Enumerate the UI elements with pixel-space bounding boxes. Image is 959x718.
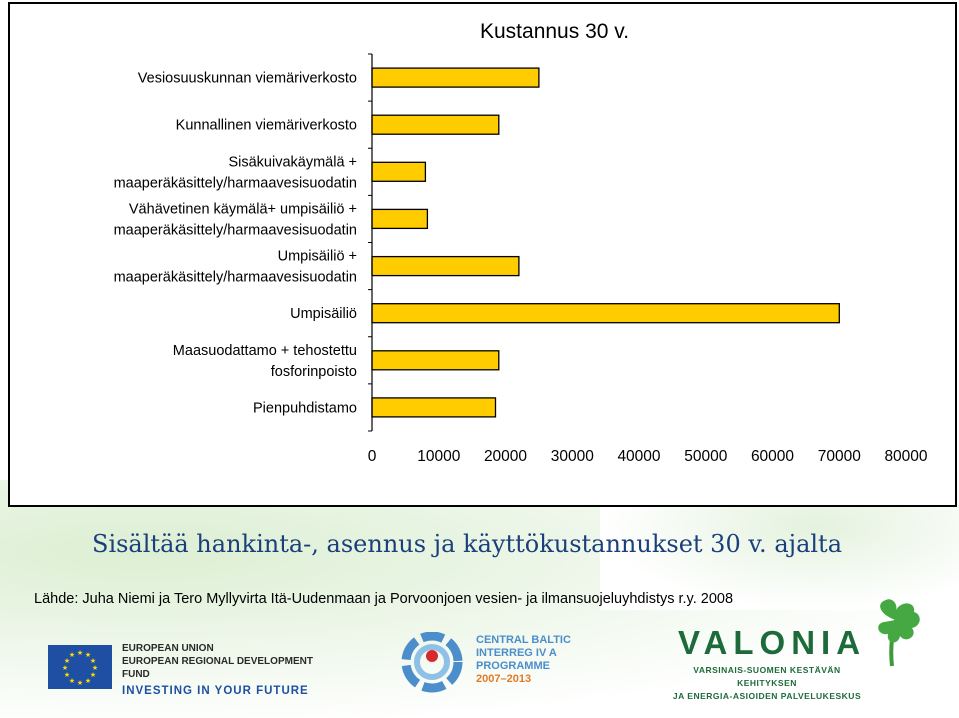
cb-line4: 2007–2013 [476, 673, 532, 685]
svg-text:★: ★ [76, 679, 84, 687]
central-baltic-emblem-icon [398, 632, 470, 700]
x-tick-labels [368, 448, 928, 465]
category-label: Sisäkuivakäymälä + maaperäkäsittely/harmaavesisuodatin [113, 154, 357, 192]
eu-line2: EUROPEAN REGIONAL DEVELOPMENT FUND [122, 656, 313, 680]
bar-7 [372, 351, 499, 370]
category-label: Vesiosuuskunnan viemäriverkosto [137, 70, 357, 87]
svg-text:★: ★ [89, 671, 97, 679]
central-baltic-logo [398, 632, 578, 700]
svg-text:★: ★ [63, 657, 71, 665]
svg-text:★: ★ [89, 657, 97, 665]
axes [368, 54, 372, 431]
svg-text:★: ★ [61, 664, 69, 672]
category-label: Kunnallinen viemäriverkosto [175, 117, 357, 134]
x-tick-label: 10000 [417, 448, 461, 465]
bar-4 [372, 209, 427, 228]
svg-text:★: ★ [76, 649, 84, 657]
chart-title: Kustannus 30 v. [480, 20, 630, 43]
bar-8 [372, 398, 496, 417]
leaf-icon [862, 598, 924, 668]
x-tick-label: 70000 [817, 448, 861, 465]
valonia-sub1: VARSINAIS-SUOMEN KESTÄVÄN KEHITYKSEN [693, 665, 841, 688]
bar-6 [372, 304, 839, 323]
svg-text:★: ★ [68, 677, 76, 685]
svg-text:★: ★ [68, 651, 76, 659]
cost-note: Sisältää hankinta-, asennus ja käyttökustannukset 30 v. ajalta [92, 530, 842, 558]
eu-logo-text [122, 642, 320, 698]
source-citation: Lähde: Juha Niemi ja Tero Myllyvirta Itä-Uudenmaan ja Porvoonjoen vesien- ja ilmansuojeluyhdistys r.y. 2008 [34, 591, 734, 607]
svg-text:★: ★ [84, 651, 92, 659]
x-tick-label: 40000 [617, 448, 661, 465]
bar-3 [372, 162, 425, 181]
bars-group [372, 68, 839, 417]
cb-line2: INTERREG IV A [476, 647, 557, 659]
category-label: Umpisäiliö [290, 306, 357, 323]
category-label: Umpisäiliö + maaperäkäsittely/harmaavesisuodatin [113, 248, 357, 286]
central-baltic-text [476, 634, 571, 686]
valonia-name: VALONIA [678, 624, 867, 661]
eu-logo [48, 642, 320, 697]
category-labels [114, 71, 357, 417]
valonia-subtitle [672, 664, 862, 703]
x-tick-label: 60000 [750, 448, 795, 465]
x-tick-label: 30000 [550, 448, 594, 465]
bar-1 [372, 68, 539, 87]
cb-line3: PROGRAMME [476, 660, 550, 672]
eu-line1: EUROPEAN UNION [122, 643, 214, 654]
eu-flag-icon [48, 645, 112, 689]
eu-line3: INVESTING IN YOUR FUTURE [122, 685, 309, 697]
valonia-logo [672, 598, 932, 701]
x-tick-label: 80000 [884, 448, 928, 465]
valonia-sub2: JA ENERGIA-ASIOIDEN PALVELUKESKUS [672, 691, 862, 701]
cb-line1: CENTRAL BALTIC [476, 634, 571, 646]
bar-2 [372, 115, 499, 134]
bar-5 [372, 257, 519, 276]
category-label: Maasuodattamo + tehostettu fosforinpoisto [172, 342, 357, 380]
x-tick-label: 50000 [684, 448, 728, 465]
category-label: Vähävetinen käymälä+ umpisäiliö + maaperäkäsittely/harmaavesisuodatin [113, 201, 357, 239]
svg-text:★: ★ [91, 664, 99, 672]
category-label: Pienpuhdistamo [253, 400, 357, 417]
svg-text:★: ★ [63, 671, 71, 679]
x-tick-label: 0 [367, 448, 377, 465]
x-tick-label: 20000 [483, 448, 528, 465]
svg-text:★: ★ [84, 677, 92, 685]
